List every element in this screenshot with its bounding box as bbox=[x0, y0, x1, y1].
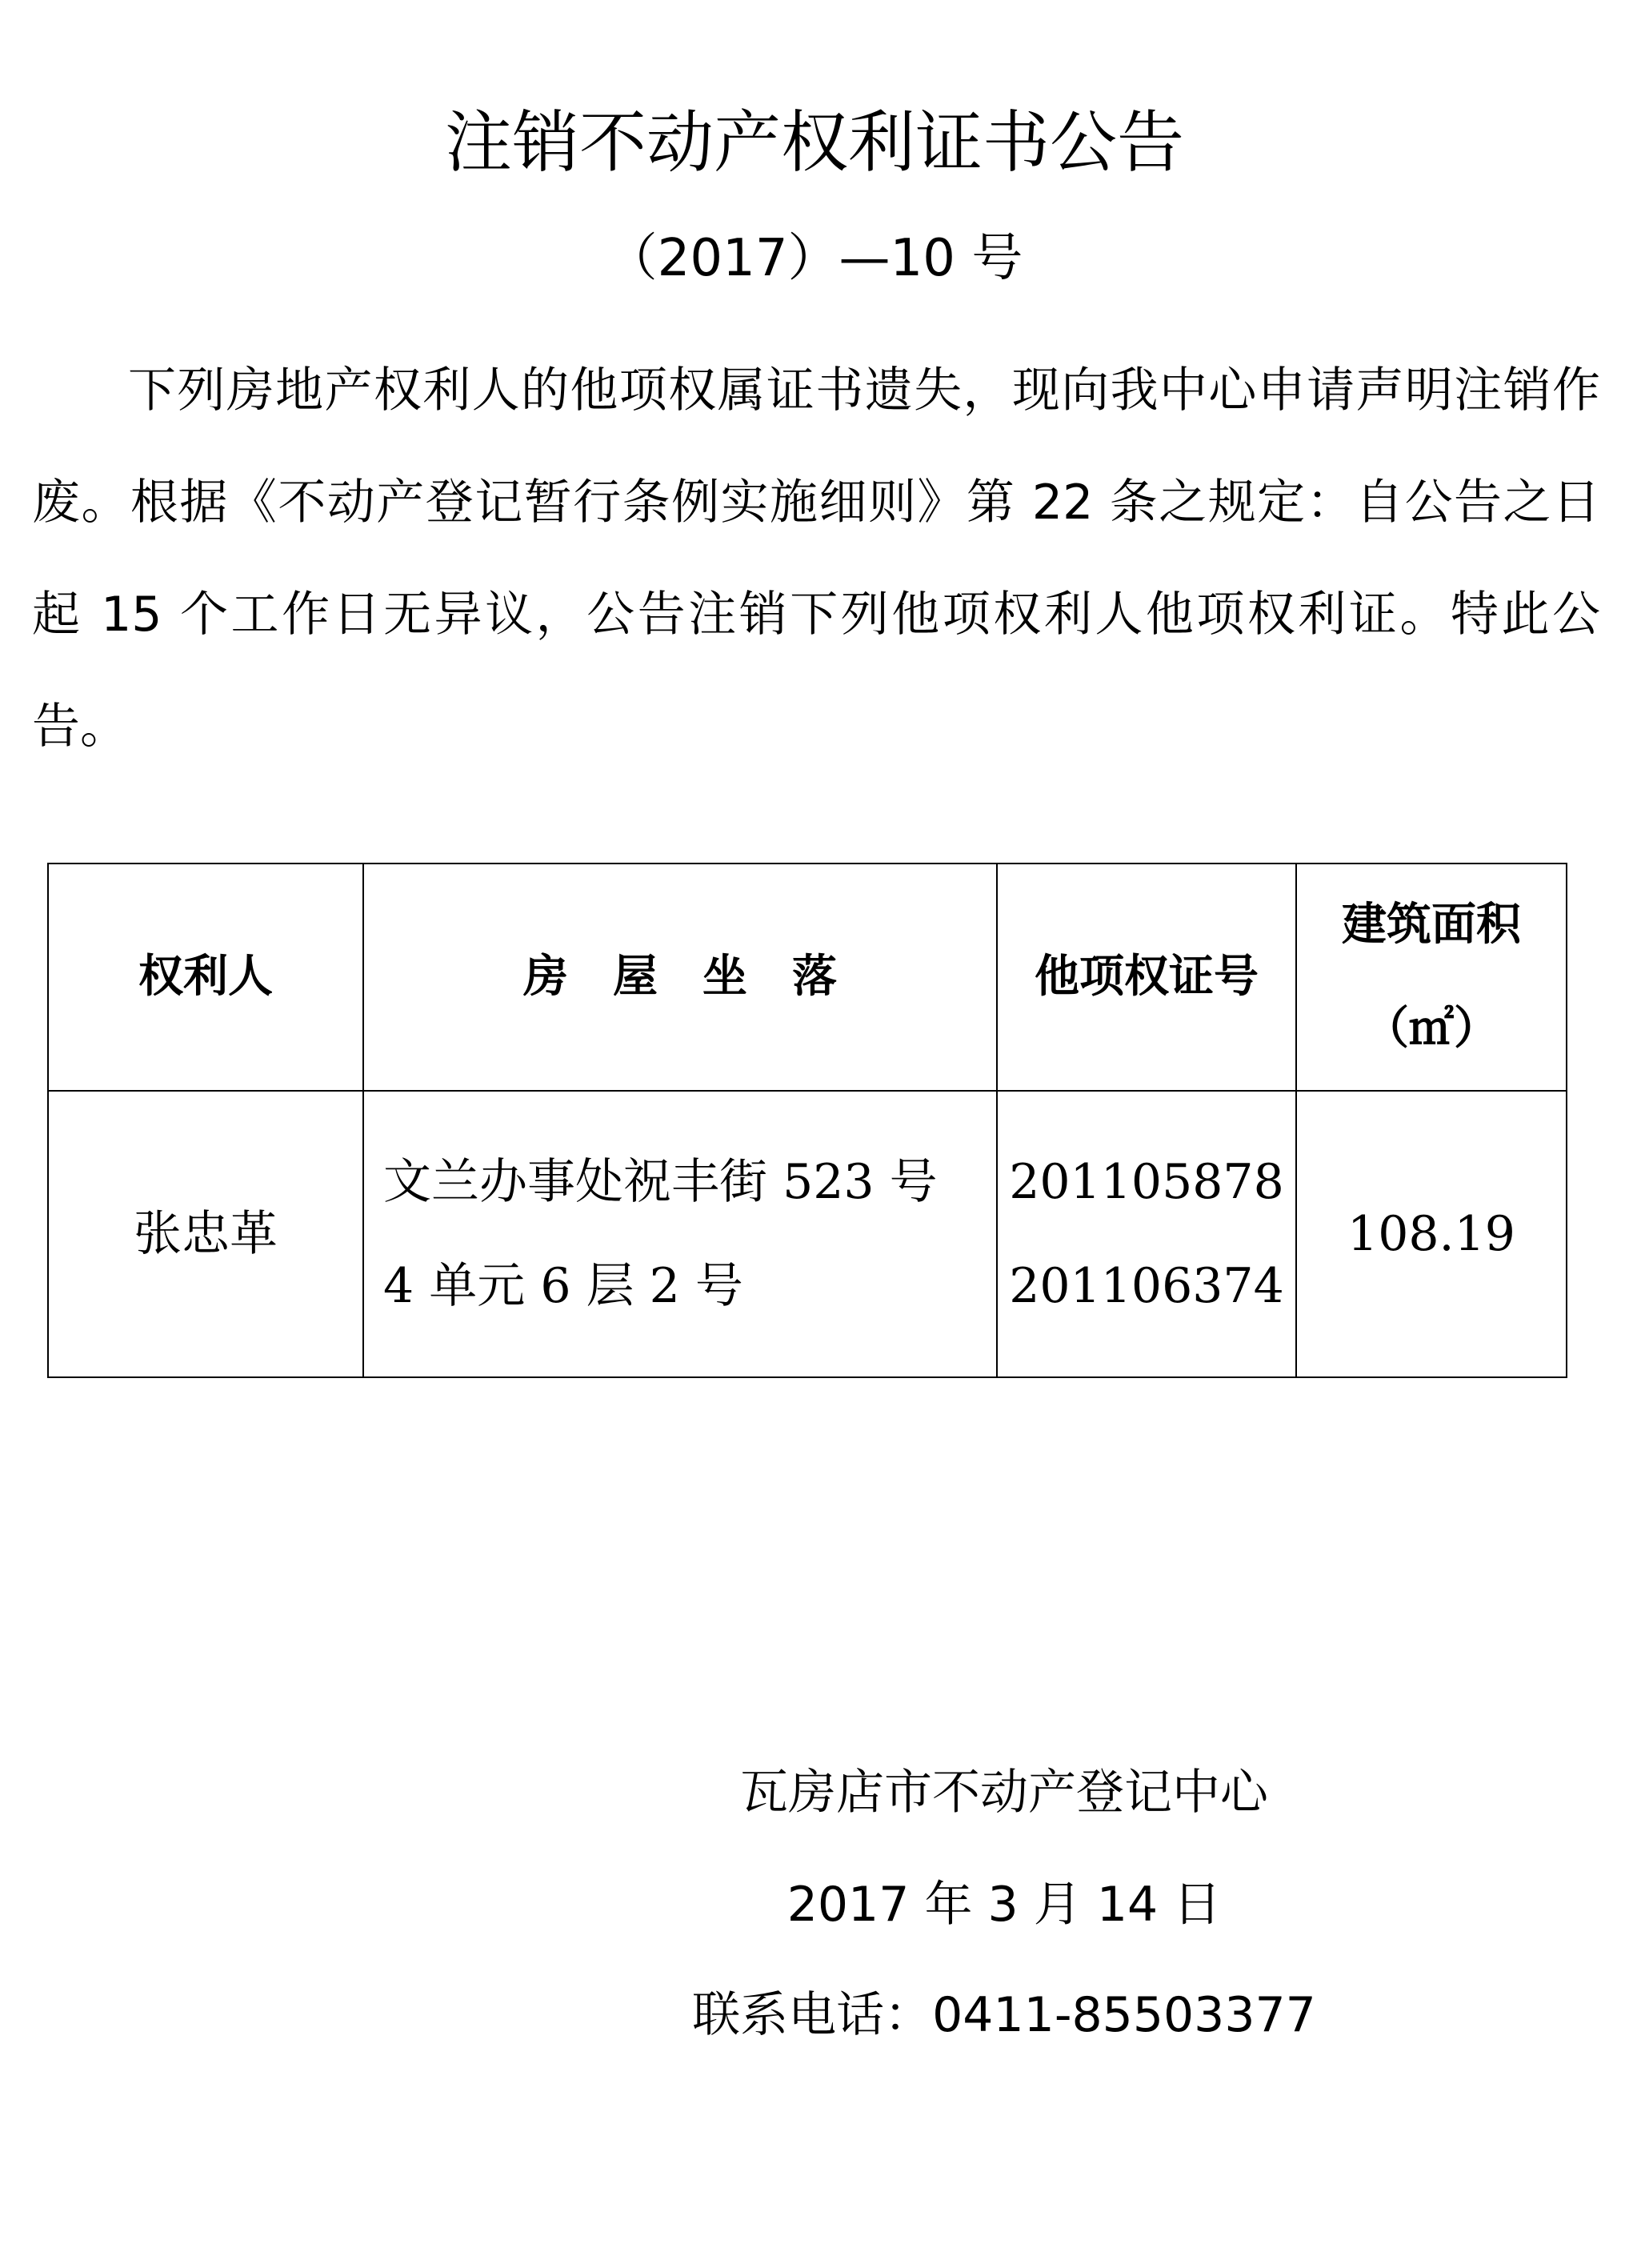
header-area bbox=[1296, 864, 1567, 1091]
cell-holder: 张忠革 bbox=[48, 1091, 363, 1377]
cell-cert-no-1: 201105878 bbox=[1009, 1154, 1284, 1210]
cell-location-line1: 文兰办事处祝丰街 523 号 bbox=[383, 1154, 938, 1210]
table-row bbox=[48, 1091, 1567, 1377]
cell-cert-no bbox=[997, 1091, 1296, 1377]
notice-number: （2017）—10 号 bbox=[606, 229, 1023, 288]
contact-phone: 联系电话：0411-85503377 bbox=[692, 1987, 1316, 2043]
cell-area: 108.19 bbox=[1296, 1091, 1567, 1377]
notice-body bbox=[32, 335, 1600, 783]
cell-location-line2: 4 单元 6 层 2 号 bbox=[383, 1258, 743, 1314]
header-area-label: 建筑面积 bbox=[1342, 899, 1521, 951]
header-holder: 权利人 bbox=[48, 864, 363, 1091]
cancellation-table bbox=[47, 863, 1567, 1378]
header-area-unit: （㎡） bbox=[1364, 1003, 1499, 1055]
cell-location bbox=[363, 1091, 997, 1377]
header-location: 房 屋 坐 落 bbox=[363, 864, 997, 1091]
table-header-row bbox=[48, 864, 1567, 1091]
issuing-organization: 瓦房店市不动产登记中心 bbox=[740, 1765, 1268, 1821]
issue-date: 2017 年 3 月 14 日 bbox=[786, 1877, 1222, 1933]
notice-title: 注销不动产权利证书公告 bbox=[444, 103, 1184, 182]
cell-cert-no-2: 201106374 bbox=[1009, 1258, 1284, 1314]
notice-paragraph: 下列房地产权利人的他项权属证书遗失，现向我中心申请声明注销作废。根据《不动产登记暂行条例实施细则》第 22 条之规定：自公告之日起 15 个工作日无异议，公告注销下列他项权利人他项权利证。特此公告。 bbox=[32, 363, 1600, 755]
header-cert-no: 他项权证号 bbox=[997, 864, 1296, 1091]
